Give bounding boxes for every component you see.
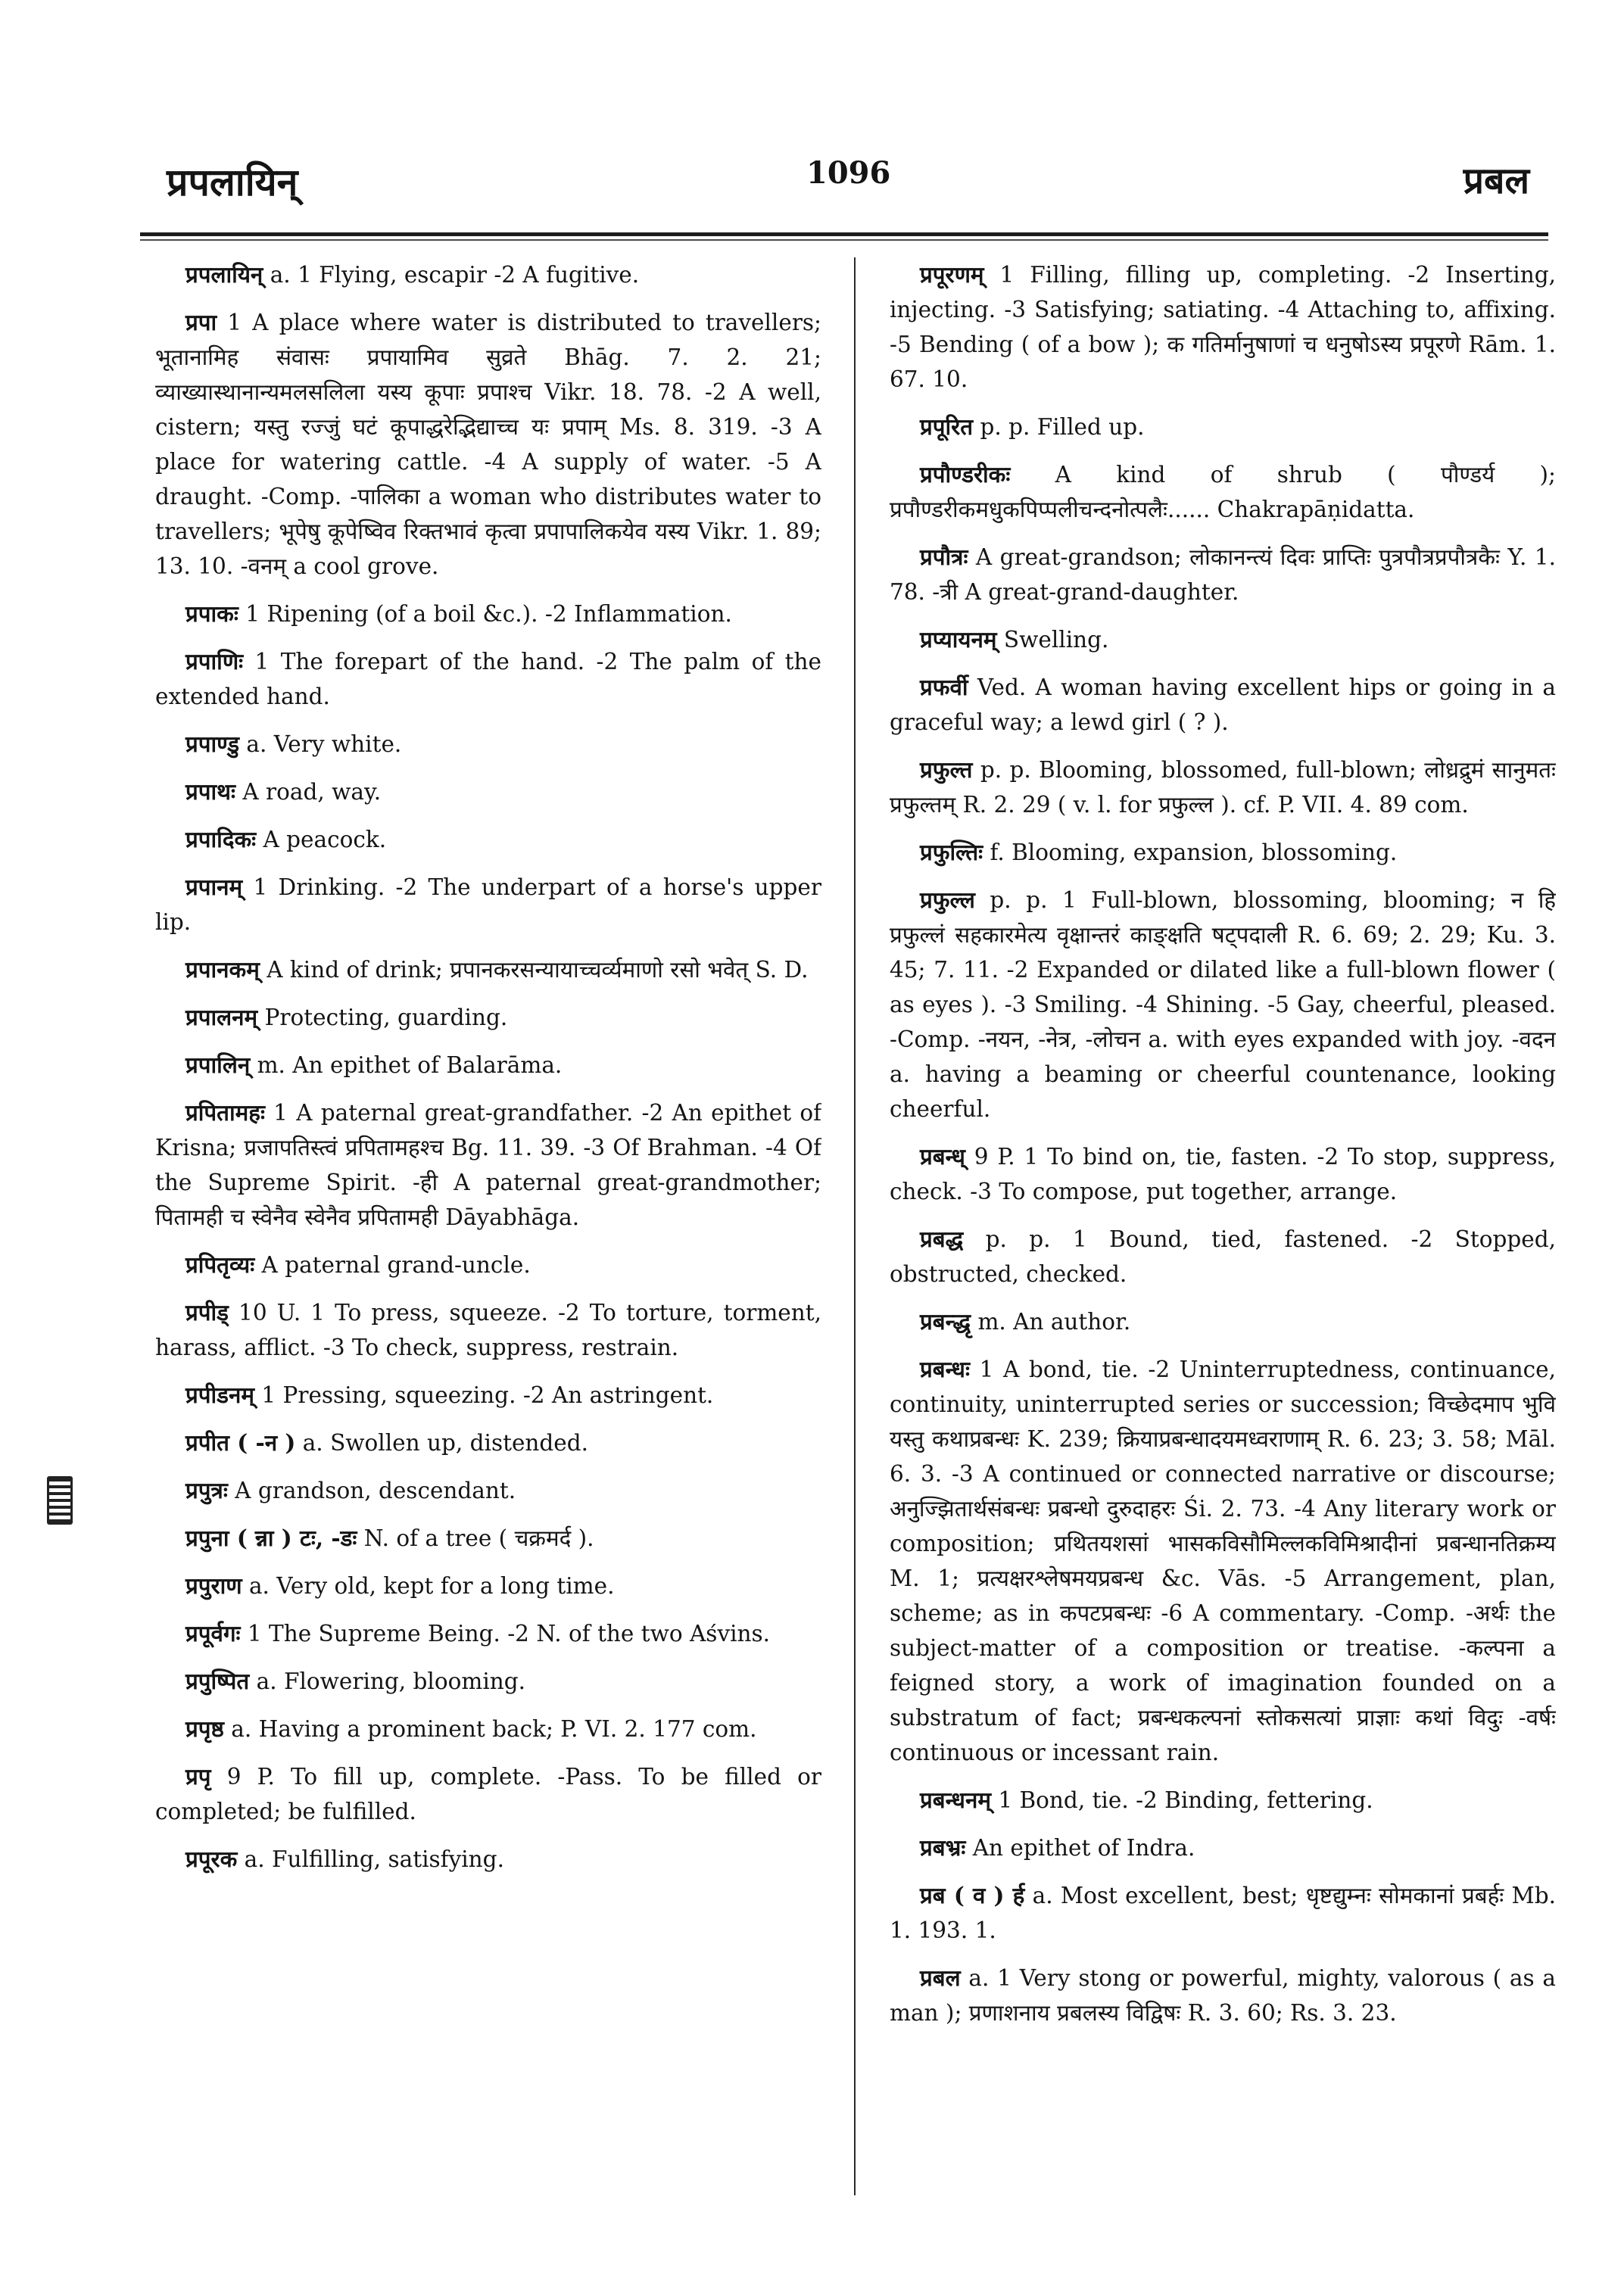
entry-definition: 1 Ripening (of a boil &c.). -2 Inflammation. <box>238 601 732 627</box>
entry-definition: 1 Pressing, squeezing. -2 An astringent. <box>254 1382 714 1408</box>
entry-headword: प्रबल <box>920 1964 961 1991</box>
dictionary-entry <box>155 1425 821 1460</box>
entry-definition: 1 The Supreme Being. -2 N. of the two Aśvins. <box>240 1621 771 1647</box>
entry-headword: प्रपूरक <box>185 1846 238 1872</box>
entry-headword: प्रपीडनम् <box>185 1382 254 1408</box>
dictionary-entry <box>155 1842 821 1877</box>
entry-headword: प्रपितामहः <box>185 1099 265 1126</box>
column-divider <box>854 257 856 2195</box>
dictionary-entry <box>155 1521 821 1556</box>
entry-definition: 9 P. To fill up, complete. -Pass. To be filled or completed; be fulfilled. <box>155 1764 821 1824</box>
dictionary-entry <box>890 257 1556 397</box>
entry-definition: Ved. A woman having excellent hips or going in a graceful way; a lewd girl ( ? ). <box>890 675 1556 735</box>
dictionary-entry <box>155 1664 821 1699</box>
dictionary-entry <box>890 1878 1556 1948</box>
entry-headword: प्रबभ्रः <box>920 1834 966 1861</box>
entry-definition: N. of a tree ( चक्रमर्द ). <box>357 1525 594 1551</box>
entry-headword: प्रप्यायनम् <box>920 626 997 653</box>
entry-headword: प्रपीत ( -न ) <box>185 1429 296 1456</box>
dictionary-entry <box>155 870 821 939</box>
left-column <box>155 257 821 2233</box>
dictionary-entry <box>890 883 1556 1126</box>
entry-definition: 1 A paternal great-grandfather. -2 An epithet of Krisna; प्रजापतिस्त्वं प्रपितामहश्च Bg. 11. 39. -3 Of Brahman. -4 Of the Supreme Spirit. -ही A paternal great-grandmother; पितामही च स्वेनैव स्वेनैव प्रपितामही Dāyabhāga. <box>155 1100 821 1230</box>
entry-headword: प्रबन्धः <box>920 1356 970 1382</box>
dictionary-entry <box>890 1961 1556 2030</box>
entry-headword: प्रपुना ( न्ना ) टः, -डः <box>185 1525 357 1551</box>
entry-headword: प्रपुष्पित <box>185 1668 250 1694</box>
entry-definition: p. p. Filled up. <box>973 414 1145 440</box>
dictionary-entry <box>890 457 1556 527</box>
right-column <box>890 257 1556 2233</box>
entry-headword: प्रपलायिन् <box>185 261 263 288</box>
dictionary-entry <box>155 597 821 631</box>
entry-definition: 1 Filling, filling up, completing. -2 Inserting, injecting. -3 Satisfying; satiating. -4 Attaching to, affixing. -5 Bending ( of a bow ); क गतिर्मानुषाणां च धनुषोऽस्य प्रपूरणे Rām. 1. 67. 10. <box>890 262 1556 392</box>
dictionary-entry <box>155 1712 821 1746</box>
entry-definition: 1 A bond, tie. -2 Uninterruptedness, continuance, continuity, uninterrupted series or succession; विच्छेदमाप भुवि यस्तु कथाप्रबन्धः K. 239; क्रियाप्रबन्धादयमध्वराणाम् R. 6. 23; 3. 58; Māl. 6. 3. -3 A continued or connected narrative or discourse; अनुज्झितार्थसंबन्धः प्रबन्धो दुरुदाहरः Śi. 2. 73. -4 Any literary work or composition; प्रथितयशसां भासकविसौमिल्लकविमिश्रादीनां प्रबन्धानतिक्रम्य M. 1; प्रत्यक्षरश्लेषमयप्रबन्ध &c. Vās. -5 Arrangement, plan, scheme; as in कपटप्रबन्धः -6 A commentary. -Comp. -अर्थः the subject-matter of a composition or treatise. -कल्पना a feigned story, a work of imagination founded on a substratum of fact; प्रबन्धकल्पनां स्तोकसत्यां प्राज्ञाः कथां विदुः -वर्षः continuous or incessant rain. <box>890 1357 1556 1765</box>
running-headword-right: प्रबल <box>1463 160 1529 202</box>
entry-headword: प्रफुल्तिः <box>920 839 983 865</box>
entry-headword: प्रपानम् <box>185 874 243 900</box>
dictionary-entry <box>890 540 1556 609</box>
dictionary-entry <box>890 1783 1556 1818</box>
entry-definition: p. p. Blooming, blossomed, full-blown; लोध्रद्रुमं सानुमतः प्रफुल्तम् R. 2. 29 ( v. l. for प्रफुल्ल ). cf. P. VII. 4. 89 com. <box>890 757 1556 818</box>
entry-headword: प्रबद्ध <box>920 1226 964 1252</box>
page-number: 1096 <box>806 155 891 191</box>
entry-definition: Swelling. <box>996 627 1109 653</box>
entry-headword: प्रबन्धनम् <box>920 1787 991 1813</box>
entry-headword: प्रपादिकः <box>185 826 257 852</box>
page-edge-marker <box>47 1476 73 1525</box>
entry-definition: a. Flowering, blooming. <box>249 1668 526 1694</box>
entry-definition: 1 A place where water is distributed to travellers; भूतानामिह संवासः प्रपायामिव सुव्रते Bhāg. 7. 2. 21; व्याख्यास्थानान्यमलसलिला यस्य कूपाः प्रपाश्च Vikr. 18. 78. -2 A well, cistern; यस्तु रज्जुं घटं कूपाद्धरेद्भिद्याच्च यः प्रपाम् Ms. 8. 319. -3 A place for watering cattle. -4 A supply of water. -5 A draught. -Comp. -पालिका a woman who distributes water to travellers; भूपेषु कूपेष्विव रिक्तभावं कृत्वा प्रपापालिकयेव यस्य Vikr. 1. 89; 13. 10. -वनम् a cool grove. <box>155 310 821 579</box>
entry-definition: A paternal grand-uncle. <box>254 1252 531 1278</box>
entry-headword: प्रपूरणम् <box>920 261 984 288</box>
entry-headword: प्रपृष्ठ <box>185 1715 224 1742</box>
entry-definition: A kind of drink; प्रपानकरसन्यायाच्चर्व्यमाणो रसो भवेत् S. D. <box>259 957 809 983</box>
entry-definition: a. 1 Very stong or powerful, mighty, valorous ( as a man ); प्रणाशनाय प्रबलस्य विद्विषः R. 3. 60; Rs. 3. 23. <box>890 1965 1556 2026</box>
header-rule <box>140 232 1548 236</box>
dictionary-entry <box>155 1248 821 1282</box>
entry-headword: प्रपुराण <box>185 1572 242 1599</box>
entry-definition: p. p. 1 Bound, tied, fastened. -2 Stopped, obstructed, checked. <box>890 1226 1556 1287</box>
entry-definition: A great-grandson; लोकानन्त्यं दिवः प्राप्तिः पुत्रपौत्रप्रपौत्रकैः Y. 1. 78. -त्री A great-grand-daughter. <box>890 544 1556 605</box>
entry-definition: a. Most excellent, best; धृष्टद्युम्नः सोमकानां प्रबर्हः Mb. 1. 193. 1. <box>890 1883 1556 1943</box>
entry-headword: प्रब ( व ) र्ह <box>920 1882 1025 1908</box>
entry-headword: प्रपाण्डु <box>185 731 239 757</box>
entry-headword: प्रबन्द्धृ <box>920 1308 971 1335</box>
entry-headword: प्रपालनम् <box>185 1004 258 1030</box>
entry-headword: प्रपाथः <box>185 778 235 805</box>
dictionary-entry <box>155 1378 821 1413</box>
dictionary-entry <box>155 1000 821 1035</box>
entry-headword: प्रपितृव्यः <box>185 1251 255 1278</box>
entry-definition: 10 U. 1 To press, squeeze. -2 To torture, torment, harass, afflict. -3 To check, suppress, restrain. <box>155 1300 821 1360</box>
dictionary-entry <box>155 305 821 584</box>
entry-definition: An epithet of Indra. <box>965 1835 1195 1861</box>
dictionary-entry <box>155 1295 821 1365</box>
entry-headword: प्रपूर्वगः <box>185 1620 241 1647</box>
entry-definition: m. An epithet of Balarāma. <box>250 1052 563 1078</box>
dictionary-entry <box>890 752 1556 822</box>
running-headword-left: प्रपलायिन् <box>167 160 298 204</box>
entry-headword: प्रफुल्ल <box>920 886 975 913</box>
entry-headword: प्रपूरित <box>920 413 974 440</box>
dictionary-entry <box>155 774 821 809</box>
dictionary-entry <box>155 1759 821 1829</box>
entry-headword: प्रपाकः <box>185 600 238 627</box>
entry-definition: a. Very old, kept for a long time. <box>242 1573 615 1599</box>
entry-headword: प्रपौण्डरीकः <box>920 461 1011 488</box>
entry-definition: a. 1 Flying, escapir -2 A fugitive. <box>263 262 640 288</box>
dictionary-entry <box>890 1304 1556 1339</box>
header-rule-thin <box>140 239 1548 241</box>
entry-headword: प्रपुत्रः <box>185 1477 228 1503</box>
page-header <box>151 155 1552 223</box>
entry-definition: 1 The forepart of the hand. -2 The palm of the extended hand. <box>155 649 821 709</box>
entry-definition: A road, way. <box>235 779 382 805</box>
entry-headword: प्रपृ <box>185 1763 211 1790</box>
entry-headword: प्रबन्ध् <box>920 1143 965 1170</box>
entry-definition: A grandson, descendant. <box>227 1478 516 1503</box>
dictionary-entry <box>155 1473 821 1508</box>
entry-headword: प्रफर्वी <box>920 674 968 700</box>
entry-headword: प्रपा <box>185 309 217 335</box>
entry-definition: a. Very white. <box>238 731 402 757</box>
dictionary-entry <box>155 257 821 292</box>
entry-headword: प्रपालिन् <box>185 1051 251 1078</box>
entry-definition: p. p. 1 Full-blown, blossoming, blooming; न हि प्रफुल्लं सहकारमेत्य वृक्षान्तरं काङ्क्षति षट्पदाली R. 6. 69; 2. 29; Ku. 3. 45; 7. 11. -2 Expanded or dilated like a full-blown flower ( as eyes ). -3 Smiling. -4 Shining. -5 Gay, cheerful, pleased. -Comp. -नयन, -नेत्र, -लोचन a. with eyes expanded with joy. -वदन a. having a beaming or cheerful countenance, looking cheerful. <box>890 887 1556 1122</box>
dictionary-entry <box>155 1569 821 1603</box>
dictionary-entry <box>155 1048 821 1083</box>
entry-definition: 9 P. 1 To bind on, tie, fasten. -2 To stop, suppress, check. -3 To compose, put together, arrange. <box>890 1144 1556 1204</box>
entry-headword: प्रफुल्त <box>920 756 973 783</box>
entry-definition: f. Blooming, expansion, blossoming. <box>983 840 1398 865</box>
entry-headword: प्रपाणिः <box>185 648 244 675</box>
dictionary-entry <box>890 835 1556 870</box>
dictionary-entry <box>155 822 821 857</box>
entry-definition: 1 Drinking. -2 The underpart of a horse's upper lip. <box>155 874 821 935</box>
entry-headword: प्रपीड् <box>185 1299 229 1326</box>
entry-definition: Protecting, guarding. <box>257 1005 508 1030</box>
dictionary-entry <box>890 1830 1556 1865</box>
dictionary-entry <box>155 952 821 987</box>
dictionary-entry <box>890 410 1556 444</box>
dictionary-entry <box>890 622 1556 657</box>
entry-definition: a. Fulfilling, satisfying. <box>237 1846 504 1872</box>
dictionary-entry <box>155 644 821 714</box>
entry-definition: a. Swollen up, distended. <box>295 1430 588 1456</box>
dictionary-entry <box>155 1095 821 1235</box>
dictionary-entry <box>155 727 821 762</box>
dictionary-entry <box>890 670 1556 740</box>
entry-headword: प्रपानकम् <box>185 956 260 983</box>
dictionary-entry <box>890 1352 1556 1770</box>
entry-definition: 1 Bond, tie. -2 Binding, fettering. <box>990 1787 1373 1813</box>
entry-definition: A kind of shrub ( पौण्डर्य ); प्रपौण्डरीकमधुकपिप्पलीचन्दनोत्पलैः...... Chakrapāṇidatta. <box>890 462 1556 522</box>
dictionary-entry <box>155 1616 821 1651</box>
entry-headword: प्रपौत्रः <box>920 544 968 570</box>
dictionary-entry <box>890 1139 1556 1209</box>
entry-definition: a. Having a prominent back; P. VI. 2. 177 com. <box>223 1716 757 1742</box>
dictionary-entry <box>890 1222 1556 1291</box>
entry-definition: m. An author. <box>971 1309 1131 1335</box>
entry-definition: A peacock. <box>256 827 387 852</box>
